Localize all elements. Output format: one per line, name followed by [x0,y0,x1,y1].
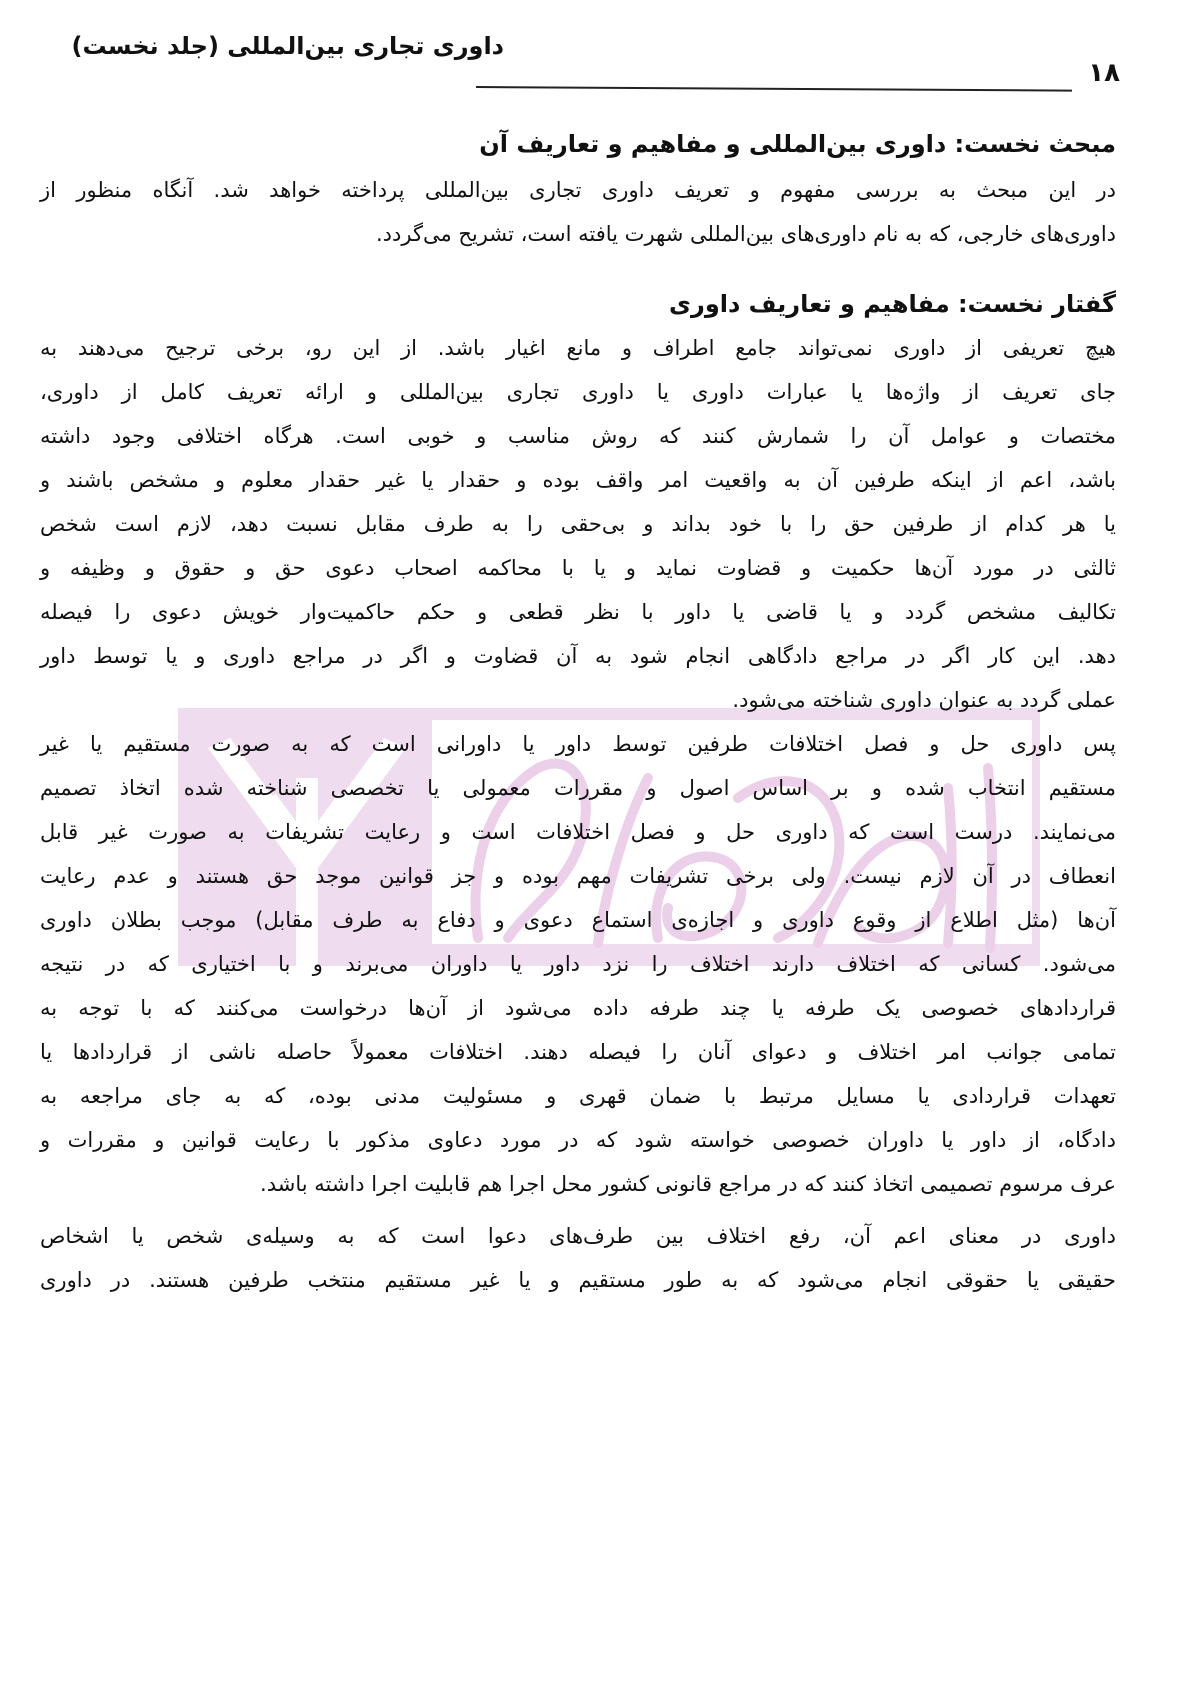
text-line: آن‌ها (مثل اطلاع از وقوع داوری و اجازه‌ی استماع دعوی و دفاع به طرف مقابل) موجب بطلان داوری [40,908,1116,932]
text-line: دادگاه، از داور یا داوران خصوصی خواسته شود که در مورد دعاوی مذکور با رعایت قوانین و مقررات و [40,1128,1116,1152]
page-content [40,122,1116,1302]
text-line: جای تعریف از واژه‌ها یا عبارات داوری یا داوری تجاری بین‌المللی و ارائه تعریف کامل از داوری، [40,380,1116,404]
text-line: در این مبحث به بررسی مفهوم و تعریف داوری تجاری بین‌المللی پرداخته خواهد شد. آنگاه منظور از [40,178,1116,202]
text-line: عملی گردد به عنوان داوری شناخته می‌شود. [732,688,1116,712]
header-rule-divider [476,86,1072,92]
text-line: یا هر کدام از طرفین حق را با خود بداند و بی‌حقی را به طرف مقابل نسبت دهد، لازم است شخص [40,512,1116,536]
paragraph-gap [40,1206,1116,1214]
section-heading: مبحث نخست: داوری بین‌المللی و مفاهیم و تعاریف آن [479,130,1116,158]
page-number: ۱۸ [1088,58,1120,88]
text-line: هیچ تعریفی از داوری نمی‌تواند جامع اطراف و مانع اغیار باشد. از این رو، برخی ترجیح می‌دهند به [40,336,1116,360]
running-header [0,28,1204,98]
subsection-heading: گفتار نخست: مفاهیم و تعاریف داوری [669,290,1116,318]
text-line: باشد، اعم از اینکه طرفین آن به واقعیت امر واقف بوده و حقدار یا غیر حقدار معلوم و مشخص باشند و [40,468,1116,492]
text-line: عرف مرسوم تصمیمی اتخاذ کنند که در مراجع قانونی کشور محل اجرا هم قابلیت اجرا داشته باشد. [260,1172,1116,1196]
intro-paragraph [40,168,1116,256]
text-line: حقیقی یا حقوقی انجام می‌شود که به طور مستقیم و یا غیر مستقیم منتخب طرفین هستند. در داوری [40,1268,1116,1292]
paragraph-arbitration-process [40,722,1116,1206]
text-line: پس داوری حل و فصل اختلافات طرفین توسط داور یا داورانی است که به صورت مستقیم یا غیر [40,732,1116,756]
text-line: می‌شود. کسانی که اختلاف دارند اختلاف را نزد داور یا داوران می‌برند و با اختیاری که در نتیجه [40,952,1116,976]
text-line: انعطاف در آن لازم نیست. ولی برخی تشریفات مهم بوده و جز قوانین موجد حق هستند و عدم رعایت [40,864,1116,888]
text-line: داوری در معنای اعم آن، رفع اختلاف بین طرف‌های دعوا است که به وسیله‌ی شخص یا اشخاص [40,1224,1116,1248]
text-line: مختصات و عوامل آن را شمارش کنند که روش مناسب و خوبی است. هرگاه اختلافی وجود داشته [40,424,1116,448]
text-line: مستقیم انتخاب شده و بر اساس اصول و مقررات معمولی یا تخصصی شناخته شده اتخاذ تصمیم [40,776,1116,800]
text-line: داوری‌های خارجی، که به نام داوری‌های بین‌المللی شهرت یافته است، تشریح می‌گردد. [375,222,1116,246]
text-line: دهد. این کار اگر در مراجع دادگاهی انجام شود به آن قضاوت و اگر در مراجع داوری و یا توسط داور [40,644,1116,668]
text-line: قراردادهای خصوصی یک طرفه یا چند طرفه داده می‌شود از آن‌ها درخواست می‌کنند که با توجه به [40,996,1116,1020]
text-line: ثالثی در مورد آن‌ها حکمیت و قضاوت نماید و یا با محاکمه اصحاب دعوی حق و حقوق و وظیفه و [40,556,1116,580]
book-title: داوری تجاری بین‌المللی (جلد نخست) [71,32,504,60]
text-line: می‌نمایند. درست است که داوری حل و فصل اختلافات است و رعایت تشریفات به صورت غیر قابل [40,820,1116,844]
paragraph-general-meaning [40,1214,1116,1302]
text-line: تکالیف مشخص گردد و یا قاضی یا داور با نظر قطعی و حکم حاکمیت‌وار خویش دعوی را فیصله [40,600,1116,624]
paragraph-definition [40,326,1116,722]
text-line: تمامی جوانب امر اختلاف و دعوای آنان را فیصله دهند. اختلافات معمولاً حاصله ناشی از قراردادها یا [40,1040,1116,1064]
text-line: تعهدات قراردادی یا مسایل مرتبط با ضمان قهری و مسئولیت مدنی بوده، که به جای مراجعه به [40,1084,1116,1108]
